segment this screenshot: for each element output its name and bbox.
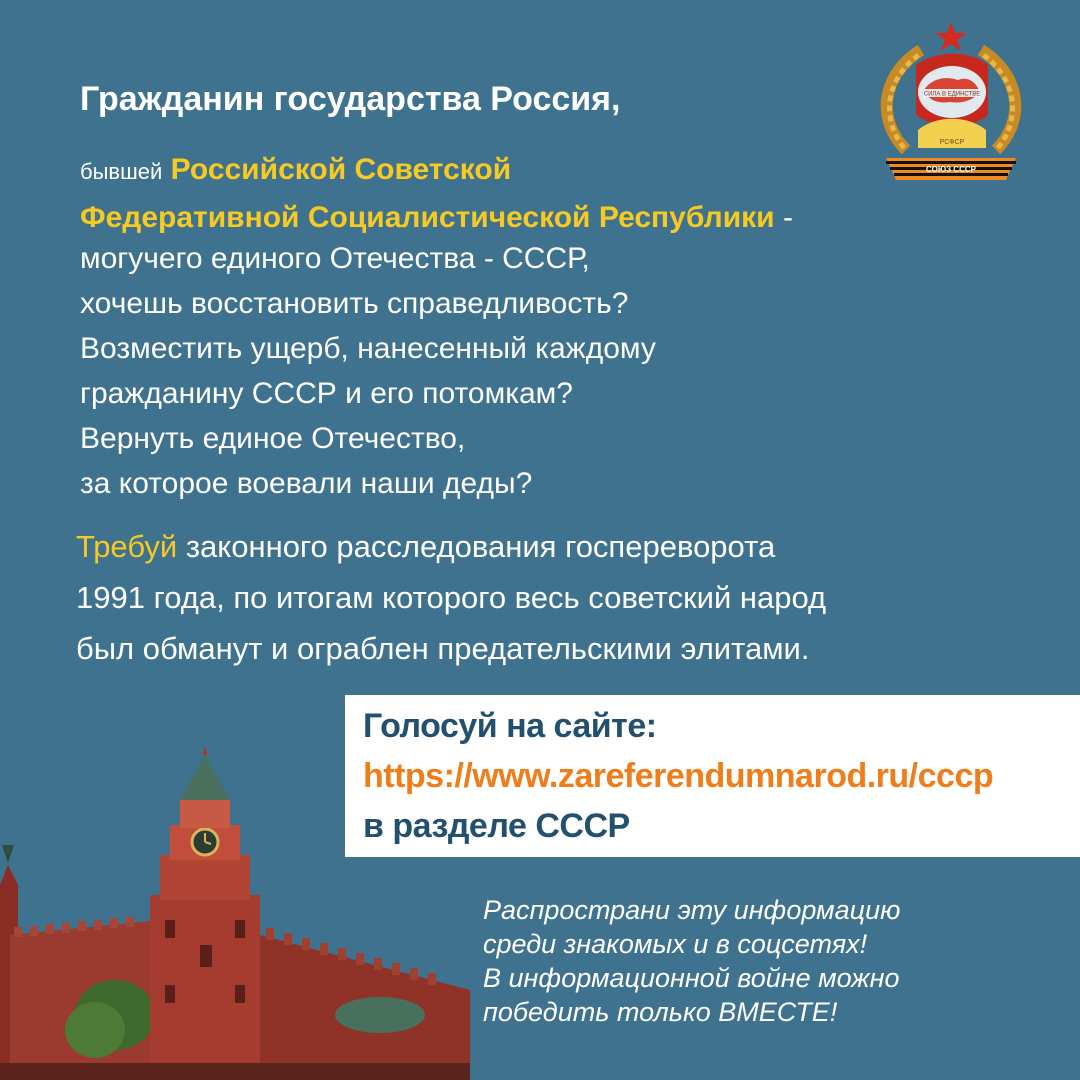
share-line: среди знакомых и в соцсетях! xyxy=(483,929,868,959)
vote-line-3: в разделе СССР xyxy=(363,807,630,845)
intro-line-1 xyxy=(80,146,511,196)
demand-line-1-rest: законного расследования госпереворота xyxy=(177,529,776,564)
vote-line-1: Голосуй на сайте: xyxy=(363,707,657,745)
share-block xyxy=(483,893,900,1029)
demand-block xyxy=(76,521,826,674)
demand-line-3: был обманут и ограблен предательскими элитами. xyxy=(76,631,810,666)
question-block xyxy=(80,236,656,506)
svg-text:СИЛА В ЕДИНСТВЕ: СИЛА В ЕДИНСТВЕ xyxy=(923,91,981,98)
share-line: победить только ВМЕСТЕ! xyxy=(483,997,838,1027)
question-line: за которое воевали наши деды? xyxy=(80,467,533,500)
question-line: гражданину СССР и его потомкам? xyxy=(80,377,573,410)
demand-line-1 xyxy=(76,521,826,572)
demand-line-2: 1991 года, по итогам которого весь советский народ xyxy=(76,580,827,615)
heading: Гражданин государства Россия, xyxy=(80,80,621,118)
share-line: В информационной войне можно xyxy=(483,963,900,993)
question-line: хочешь восстановить справедливость? xyxy=(80,287,629,320)
intro-prefix: бывшей xyxy=(80,159,163,184)
kremlin-tower-image xyxy=(0,745,470,1080)
share-line: Распространи эту информацию xyxy=(483,895,901,925)
question-line: Вернуть единое Отечество, xyxy=(80,422,466,455)
question-line: могучего единого Отечества - СССР, xyxy=(80,242,590,275)
svg-text:РСФСР: РСФСР xyxy=(939,139,965,146)
vote-url-link[interactable]: https://www.zareferendumnarod.ru/cccp xyxy=(363,757,994,795)
question-line: Возместить ущерб, нанесенный каждому xyxy=(80,332,656,365)
rsfsr-emblem-icon xyxy=(876,20,1026,188)
intro-gold-1: Российской Советской xyxy=(170,153,512,186)
intro-line-2 xyxy=(80,194,793,242)
demand-highlight: Требуй xyxy=(76,529,178,564)
intro-dash: - xyxy=(774,201,793,234)
intro-gold-2: Федеративной Социалистической Республики xyxy=(80,201,775,234)
svg-text:СОЮЗ СССР: СОЮЗ СССР xyxy=(926,165,976,174)
